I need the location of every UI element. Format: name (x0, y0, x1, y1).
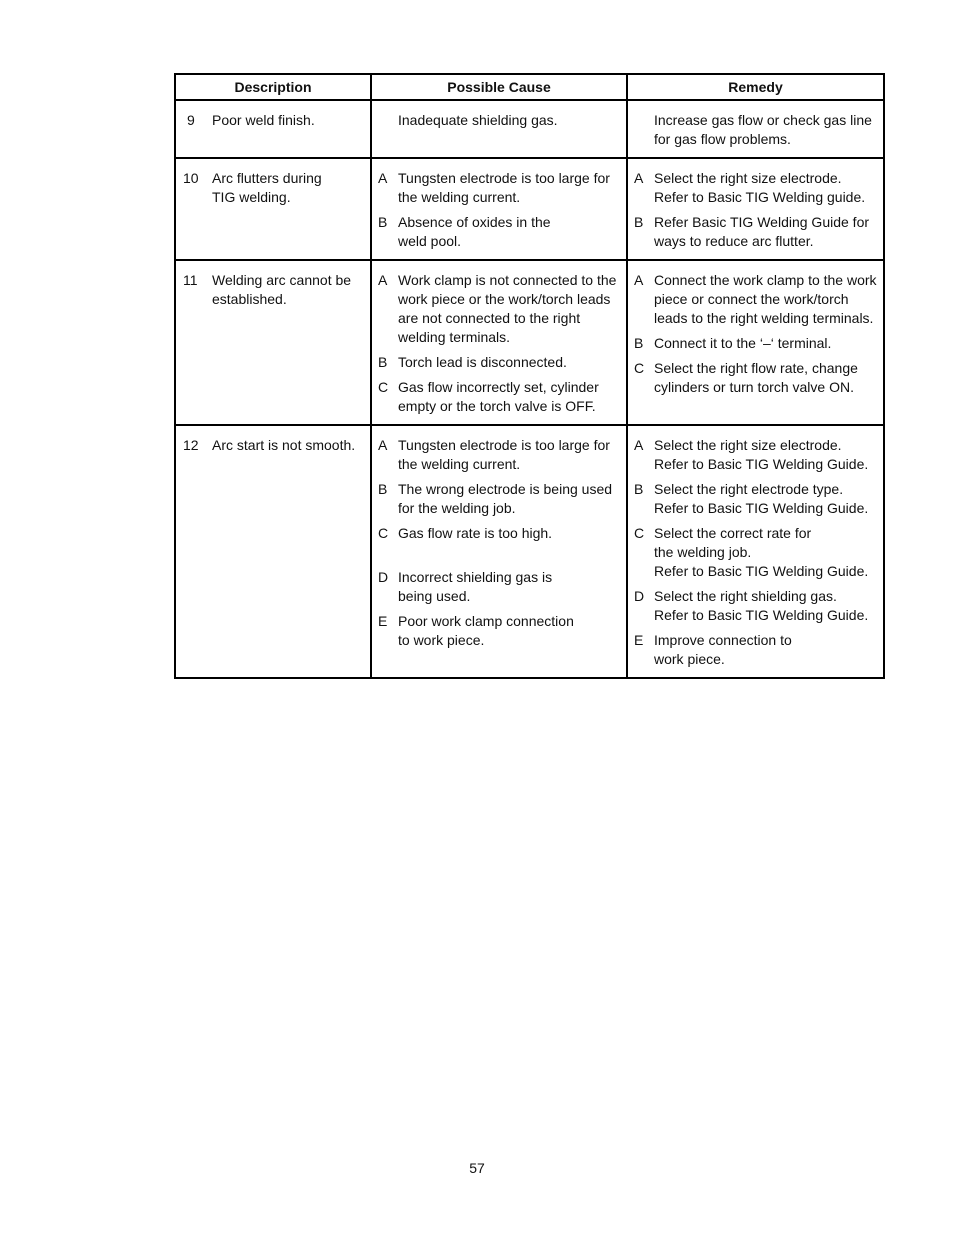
remedy-cell (627, 158, 884, 260)
item-letter: B (378, 354, 388, 370)
description-cell (175, 260, 371, 425)
item-letter: D (378, 569, 389, 585)
item-text: Tungsten electrode is too large for the welding current. (398, 437, 610, 472)
item-letter: B (634, 335, 644, 351)
item-text: Select the correct rate for the welding job. Refer to Basic TIG Welding Guide. (654, 525, 869, 579)
item-letter: B (378, 481, 388, 497)
item-letter: C (378, 525, 389, 541)
item-text: Select the right shielding gas. Refer to Basic TIG Welding Guide. (654, 588, 869, 623)
description-cell (175, 425, 371, 678)
cause-item (372, 111, 626, 130)
item-text: Work clamp is not connected to the work piece or the work/torch leads are not connected to the right welding terminals. (398, 272, 617, 345)
remedy-item (628, 359, 883, 397)
item-text: Torch lead is disconnected. (398, 354, 567, 370)
remedy-cell (627, 260, 884, 425)
description-cell (175, 158, 371, 260)
item-letter: A (378, 170, 388, 186)
cause-item (372, 169, 626, 207)
item-text: Tungsten electrode is too large for the welding current. (398, 170, 610, 205)
header-description: Description (175, 74, 371, 100)
cause-item (372, 568, 626, 606)
remedy-item (628, 111, 883, 149)
item-text: Connect it to the ‘–‘ terminal. (654, 335, 832, 351)
item-text: Increase gas flow or check gas line for gas flow problems. (654, 112, 872, 147)
page-number: 57 (469, 1160, 485, 1176)
possible-cause-cell (371, 100, 627, 158)
item-letter: B (378, 214, 388, 230)
cause-item (372, 480, 626, 518)
item-letter: C (378, 379, 389, 395)
item-text: Poor work clamp connection to work piece. (398, 613, 574, 648)
item-letter: A (378, 437, 388, 453)
cause-item (372, 524, 626, 562)
cause-item (372, 271, 626, 347)
table-row (175, 158, 884, 260)
item-letter: A (378, 272, 388, 288)
item-letter: A (634, 170, 644, 186)
remedy-item (628, 524, 883, 581)
possible-cause-cell (371, 425, 627, 678)
item-letter: D (634, 588, 645, 604)
remedy-cell (627, 425, 884, 678)
item-text: Refer Basic TIG Welding Guide for ways to reduce arc flutter. (654, 214, 870, 249)
header-remedy: Remedy (627, 74, 884, 100)
item-letter: E (634, 632, 644, 648)
possible-cause-cell (371, 260, 627, 425)
header-possible-cause: Possible Cause (371, 74, 627, 100)
table-row (175, 425, 884, 678)
item-text: Gas flow rate is too high. (398, 525, 553, 541)
troubleshooting-table (174, 73, 885, 679)
remedy-item (628, 436, 883, 474)
cause-item (372, 436, 626, 474)
remedy-item (628, 334, 883, 353)
possible-cause-cell (371, 158, 627, 260)
description-text: Arc flutters during TIG welding. (212, 170, 322, 205)
description-cell (175, 100, 371, 158)
item-text: Select the right flow rate, change cylinders or turn torch valve ON. (654, 360, 858, 395)
item-text: Select the right electrode type. Refer to Basic TIG Welding Guide. (654, 481, 869, 516)
item-text: Inadequate shielding gas. (398, 112, 558, 128)
row-number: 9 (187, 112, 195, 128)
item-text: The wrong electrode is being used for the welding job. (398, 481, 613, 516)
table-row (175, 260, 884, 425)
description-text: Welding arc cannot be established. (212, 272, 352, 307)
row-number: 10 (183, 170, 199, 186)
item-text: Select the right size electrode. Refer to Basic TIG Welding guide. (654, 170, 866, 205)
item-letter: A (634, 272, 644, 288)
item-letter: A (634, 437, 644, 453)
cause-item (372, 378, 626, 416)
remedy-item (628, 271, 883, 328)
item-letter: C (634, 360, 645, 376)
item-letter: B (634, 214, 644, 230)
item-text: Improve connection to work piece. (654, 632, 792, 667)
row-number: 11 (183, 272, 198, 288)
table-header-row (175, 74, 884, 100)
table-body (175, 100, 884, 678)
row-number: 12 (183, 437, 199, 453)
cause-item (372, 612, 626, 650)
item-text: Incorrect shielding gas is being used. (398, 569, 553, 604)
remedy-item (628, 169, 883, 207)
item-letter: B (634, 481, 644, 497)
item-text: Absence of oxides in the weld pool. (398, 214, 551, 249)
item-letter: C (634, 525, 645, 541)
cause-item (372, 213, 626, 251)
item-text: Gas flow incorrectly set, cylinder empty or the torch valve is OFF. (398, 379, 599, 414)
cause-item (372, 353, 626, 372)
remedy-item (628, 480, 883, 518)
description-text: Arc start is not smooth. (212, 437, 356, 453)
remedy-cell (627, 100, 884, 158)
description-text: Poor weld finish. (212, 112, 315, 128)
remedy-item (628, 587, 883, 625)
table-row (175, 100, 884, 158)
remedy-item (628, 213, 883, 251)
item-text: Connect the work clamp to the work piece or connect the work/torch leads to the right welding terminals. (654, 272, 877, 326)
item-text: Select the right size electrode. Refer to Basic TIG Welding Guide. (654, 437, 869, 472)
item-letter: E (378, 613, 388, 629)
remedy-item (628, 631, 883, 669)
